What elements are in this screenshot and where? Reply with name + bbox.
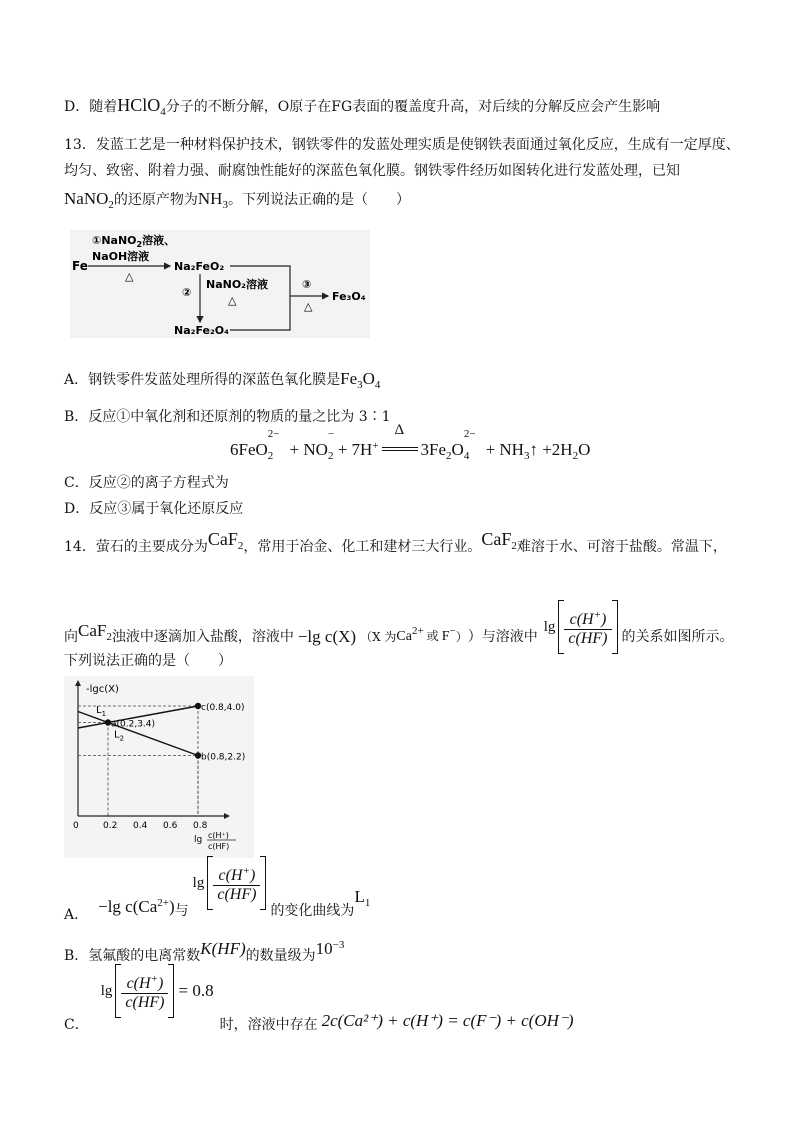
series-line-l2 bbox=[78, 712, 198, 756]
x-tick-label: 0.8 bbox=[193, 821, 208, 831]
chart-svg bbox=[64, 676, 254, 858]
data-point-label: c(0.8,4.0) bbox=[201, 703, 245, 713]
curve-label: $L_1$ bbox=[96, 704, 107, 718]
fe3o4-label: Fe₃O₄ bbox=[332, 290, 366, 303]
q13-line3: NaNO$_2$的还原产物为$NH_3$。下列说法正确的是（ ） bbox=[64, 189, 410, 211]
q13-option-d: D．反应③属于氧化还原反应 bbox=[64, 501, 244, 517]
y-axis-label: -lgc(X) bbox=[86, 684, 119, 695]
q14-line1: 14．萤石的主要成分为CaF$_2$，常用于冶金、化工和建材三大行业。CaF$_2$难溶于水、可溶于盐酸。常温下， bbox=[64, 529, 727, 555]
delta-3: △ bbox=[304, 300, 313, 313]
ratio-bracket: lg $\frac{c(H^+)}{c(HF)}$ bbox=[544, 600, 618, 654]
x-tick-label: 0.4 bbox=[133, 821, 148, 831]
q14-option-a: A． −lg $c(Ca^{2+})$ 与 lg $\frac{c(H^+)}{c(HF)}$ 的变化曲线为 $L_1$ bbox=[64, 864, 370, 924]
step1-label: ①NaNO$_2$溶液、 bbox=[92, 234, 176, 249]
step1-reagent: NaOH溶液 bbox=[92, 250, 150, 263]
lg-chart bbox=[64, 676, 254, 858]
q13-line1: 13．发蓝工艺是一种材料保护技术，钢铁零件的发蓝处理实质是使钢铁表面通过氧化反应，生成有一定厚度、 bbox=[64, 137, 740, 153]
x-tick-label: 0.6 bbox=[163, 821, 178, 831]
na2feo2-label: Na₂FeO₂ bbox=[174, 260, 225, 273]
na2fe2o4-label: Na₂Fe₂O₄ bbox=[174, 324, 229, 337]
x-axis-label-prefix: lg bbox=[194, 835, 203, 845]
data-point-label: a(0.2,3.4) bbox=[111, 719, 156, 730]
fe-label: Fe bbox=[72, 259, 88, 273]
delta-2: △ bbox=[228, 294, 237, 307]
q14-line2: 向 CaF$_2$ 浊液中逐滴加入盐酸，溶液中 −lg c(X) （X 为 $Ca^{2+}$ 或 F− ） ）与溶液中 lg $\frac{c(H^+)}{c(HF)}$ 的关系如图所示。 bbox=[64, 586, 734, 646]
step2-reagent: NaNO₂溶液 bbox=[206, 278, 269, 291]
q13-option-a: A．钢铁零件发蓝处理所得的深蓝色氧化膜是$Fe_3O_4$ bbox=[64, 369, 381, 391]
q13-option-b: B．反应①中氧化剂和还原剂的物质的量之比为 3∶1 bbox=[64, 409, 391, 425]
step3-label: ③ bbox=[302, 278, 312, 291]
ionic-equation: 6FeO 2− $_2$ + NO − $_2$ + 7H+ Δ $3Fe_2O$ 2− $_4 + NH_3↑ +2H_2O$ bbox=[230, 422, 591, 462]
prev-option-d: D．随着HClO$_4$分子的不断分解，O原子在FG表面的覆盖度升高，对后续的分解反应会产生影响 bbox=[64, 95, 661, 118]
x-axis-label-den: c(HF) bbox=[208, 842, 230, 851]
x-axis-arrow bbox=[224, 813, 230, 819]
delta-1: △ bbox=[125, 270, 134, 283]
q14-option-b: B．氢氟酸的电离常数K(HF)的数量级为$10^{-3}$ bbox=[64, 939, 345, 964]
x-tick-label: 0 bbox=[73, 821, 79, 831]
merge-bracket bbox=[230, 266, 290, 330]
x-tick-label: 0.2 bbox=[103, 821, 118, 831]
q14-line3: 下列说法正确的是（ ） bbox=[64, 653, 232, 669]
data-point-label: b(0.8,2.2) bbox=[201, 752, 246, 763]
curve-label: $L_2$ bbox=[114, 729, 125, 743]
step2-label: ② bbox=[182, 286, 192, 299]
y-axis-arrow bbox=[75, 680, 81, 686]
q13-option-c: C．反应②的离子方程式为 bbox=[64, 475, 229, 491]
q14-option-c: C． lg $\frac{c(H^+)}{c(HF)}$ = 0.8 时，溶液中存在 2c(Ca²⁺) + c(H⁺) = c(F⁻) + c(OH⁻) bbox=[64, 980, 574, 1034]
q13-line2: 均匀、致密、附着力强、耐腐蚀性能好的深蓝色氧化膜。钢铁零件经历如图转化进行发蓝处理，已知 bbox=[64, 163, 680, 179]
process-flow-diagram bbox=[70, 230, 370, 338]
x-axis-label-num: c(H⁺) bbox=[208, 831, 229, 840]
